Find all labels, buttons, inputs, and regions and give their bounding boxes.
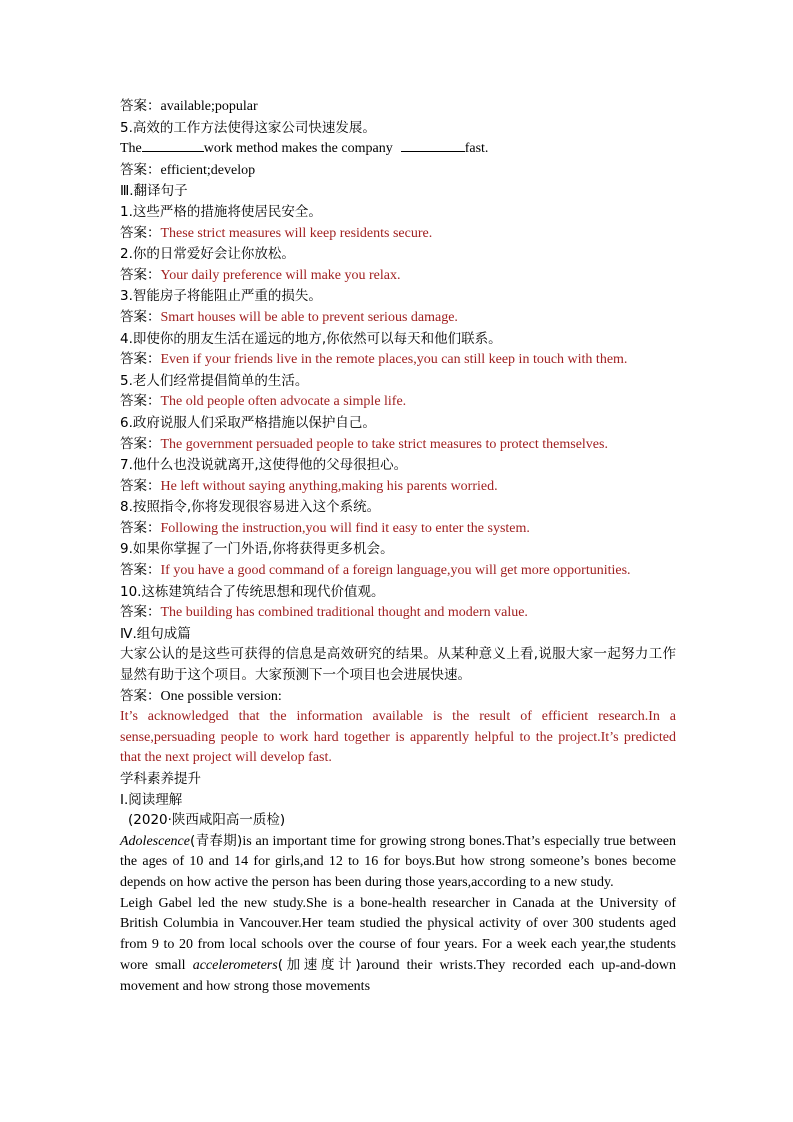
section-4-answer: It’s acknowledged that the information available is the result of efficient research.In a sense,persuading people to work hard together is apparently helpful to the project.It’s predicted that the next project will develop fast. [120, 709, 676, 766]
document-page [120, 96, 676, 998]
answer-line [120, 434, 676, 456]
answer-text: Even if your friends live in the remote places,you can still keep in touch with them. [160, 352, 628, 368]
reading-paragraph-1: Adolescence(青春期)is an important time for growing strong bones.That’s especially true between the ages of 10 and 14 for girls,and 12 to 16 for boys.But how strong someone’s bones become depends on how active the person has been during those years,according to a new study. [120, 832, 676, 890]
answer-line [120, 686, 676, 708]
answer-text: He left without saying anything,making his parents worried. [160, 478, 498, 494]
translation-question: 6.政府说服人们采取严格措施以保护自己。 [120, 414, 376, 431]
answer-line [120, 518, 676, 540]
translation-question: 2.你的日常爱好会让你放松。 [120, 246, 295, 263]
answer-label: 答案： [120, 519, 161, 536]
answer-text: Following the instruction,you will find it easy to enter the system. [160, 520, 530, 536]
answer-line [120, 391, 676, 413]
answer-text: available;popular [160, 99, 258, 114]
answer-label: 答案： [120, 161, 161, 178]
translation-question: 4.即使你的朋友生活在遥远的地方,你依然可以每天和他们联系。 [120, 330, 502, 347]
answer-label: 答案： [120, 435, 161, 452]
answer-label: 答案： [120, 98, 161, 114]
answer-line [120, 96, 676, 118]
answer-label: 答案： [120, 687, 161, 704]
answer-label: 答案： [120, 308, 161, 325]
answer-label: 答案： [120, 604, 161, 621]
section-3-title: Ⅲ.翻译句子 [120, 183, 188, 200]
answer-label: 答案： [120, 351, 161, 368]
translation-question: 7.他什么也没说就离开,这使得他的父母很担心。 [120, 457, 408, 474]
answer-label: 答案： [120, 224, 161, 241]
question-5-en: The work method makes the company fast. [120, 138, 676, 160]
translation-question: 10.这栋建筑结合了传统思想和现代价值观。 [120, 583, 385, 600]
translation-question: 3.智能房子将能阻止严重的损失。 [120, 288, 322, 305]
answer-text: The building has combined traditional thought and modern value. [160, 605, 528, 621]
answer-line [120, 160, 676, 182]
answer-text: Smart houses will be able to prevent serious damage. [160, 309, 458, 325]
answer-intro: One possible version: [160, 688, 282, 704]
fill-blank-2 [401, 138, 465, 152]
answer-label: 答案： [120, 393, 161, 410]
answer-text: The government persuaded people to take strict measures to protect themselves. [160, 436, 608, 452]
answer-line [120, 476, 676, 498]
answer-line [120, 265, 676, 287]
answer-line [120, 602, 676, 624]
answer-text: If you have a good command of a foreign language,you will get more opportunities. [160, 563, 631, 579]
question-5-cn: 5.高效的工作方法使得这家公司快速发展。 [120, 119, 376, 136]
answer-text: The old people often advocate a simple life. [160, 394, 407, 410]
translation-question: 9.如果你掌握了一门外语,你将获得更多机会。 [120, 541, 394, 558]
answer-text: efficient;develop [160, 162, 256, 178]
fill-blank-1 [142, 138, 204, 152]
answer-label: 答案： [120, 477, 161, 494]
section-4-title: Ⅳ.组句成篇 [120, 625, 191, 642]
answer-text: Your daily preference will make you relax. [160, 267, 401, 283]
answer-label: 答案： [120, 562, 161, 579]
translation-question: 1.这些严格的措施将使居民安全。 [120, 203, 322, 220]
answer-line [120, 223, 676, 245]
section-4-prompt: 大家公认的是这些可获得的信息是高效研究的结果。从某种意义上看,说服大家一起努力工作显然有助于这个项目。大家预测下一个项目也会进展快速。 [120, 646, 676, 684]
reading-title: Ⅰ.阅读理解 [120, 791, 183, 808]
answer-line [120, 349, 676, 371]
translation-list [120, 202, 676, 624]
reading-paragraph-2: Leigh Gabel led the new study.She is a bone-health researcher in Canada at the University of British Columbia in Vancouver.Her team studied the physical activity of over 300 students aged from 9 to 20 from local schools over the course of four years. For a week each year,the students wore small accelerometers(加速度计)around their wrists.They recorded each up-and-down movement and how strong those movements [120, 895, 676, 994]
translation-question: 5.老人们经常提倡简单的生活。 [120, 372, 309, 389]
core-section-title: 学科素养提升 [120, 771, 201, 787]
translation-question: 8.按照指令,你将发现很容易进入这个系统。 [120, 499, 381, 516]
answer-line [120, 560, 676, 582]
reading-source: (2020·陕西咸阳高一质检) [128, 812, 286, 829]
answer-text: These strict measures will keep residents secure. [160, 225, 433, 241]
answer-line [120, 307, 676, 329]
answer-label: 答案： [120, 266, 161, 283]
